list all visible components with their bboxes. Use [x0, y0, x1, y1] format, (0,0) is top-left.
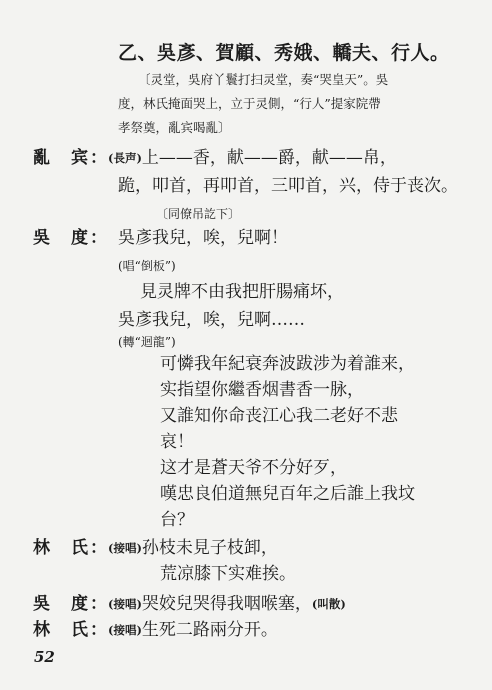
sung-line: 哀！	[160, 432, 194, 452]
stage-direction-line: 度，林氏掩面哭上，立于灵側，“行人”提家院帶	[118, 96, 381, 111]
performance-direction: (接唱)	[108, 623, 142, 637]
sung-line: 可憐我年紀衰奔波跋涉为着誰来，	[160, 354, 415, 374]
speaker-name: 亂 宾：	[33, 148, 109, 168]
dialogue-text: 哭姣兒哭得我咽喉塞，	[141, 594, 312, 614]
scene-title: 乙、吳彥、賀顧、秀娥、轎夫、行人。	[118, 42, 450, 64]
dialogue-text: 生死二路兩分开。	[141, 620, 278, 640]
sung-line: 荒凉膝下实难挨。	[160, 564, 296, 584]
dialogue-line: 吳彥我兒，唉，兒啊！	[118, 228, 288, 248]
dialogue-line	[108, 622, 278, 639]
stage-direction-line: 〔灵堂，吳府丫鬟打扫灵堂，奏“哭皇天”。吳	[138, 72, 389, 87]
performance-direction: (叫散)	[311, 597, 346, 611]
dialogue-line	[108, 150, 397, 167]
speaker-name: 吳 度：	[33, 228, 109, 248]
dialogue-line	[108, 540, 278, 557]
dialogue-line: 跪，叩首，再叩首，三叩首，兴，侍于丧次。	[118, 176, 458, 196]
performance-direction: (長声)	[108, 151, 142, 165]
sung-line: 这才是蒼天爷不分好歹，	[160, 458, 347, 478]
performance-direction: (接唱)	[108, 541, 142, 555]
dialogue-line: 吳彥我兒，唉，兒啊……	[118, 310, 305, 330]
speaker-name: 吳 度：	[33, 594, 109, 614]
speaker-name: 林 氏：	[33, 538, 109, 558]
dialogue-line	[108, 596, 346, 613]
singing-cue: (轉“迴龍”)	[118, 335, 176, 349]
stage-cue: 〔同僚吊訖下〕	[156, 207, 241, 221]
dialogue-text: 上——香，献——爵，献——帛，	[141, 148, 397, 168]
speaker-name: 林 氏：	[33, 620, 109, 640]
sung-line: 实指望你繼香烟書香一脉，	[160, 380, 364, 400]
stage-direction-line: 孝祭奠，亂宾喝亂〕	[118, 120, 231, 135]
sung-line: 見灵牌不由我把肝腸痛坏，	[140, 282, 344, 302]
singing-cue: (唱“倒板”)	[118, 259, 176, 273]
performance-direction: (接唱)	[108, 597, 142, 611]
sung-line: 又誰知你命丧江心我二老好不悲	[160, 406, 398, 426]
sung-line: 嘆忠良伯道無兒百年之后誰上我坟	[160, 484, 415, 504]
page-number: 52	[34, 648, 55, 666]
sung-line: 台？	[160, 510, 194, 530]
dialogue-text: 孙枝未見子枝卸，	[141, 538, 278, 558]
